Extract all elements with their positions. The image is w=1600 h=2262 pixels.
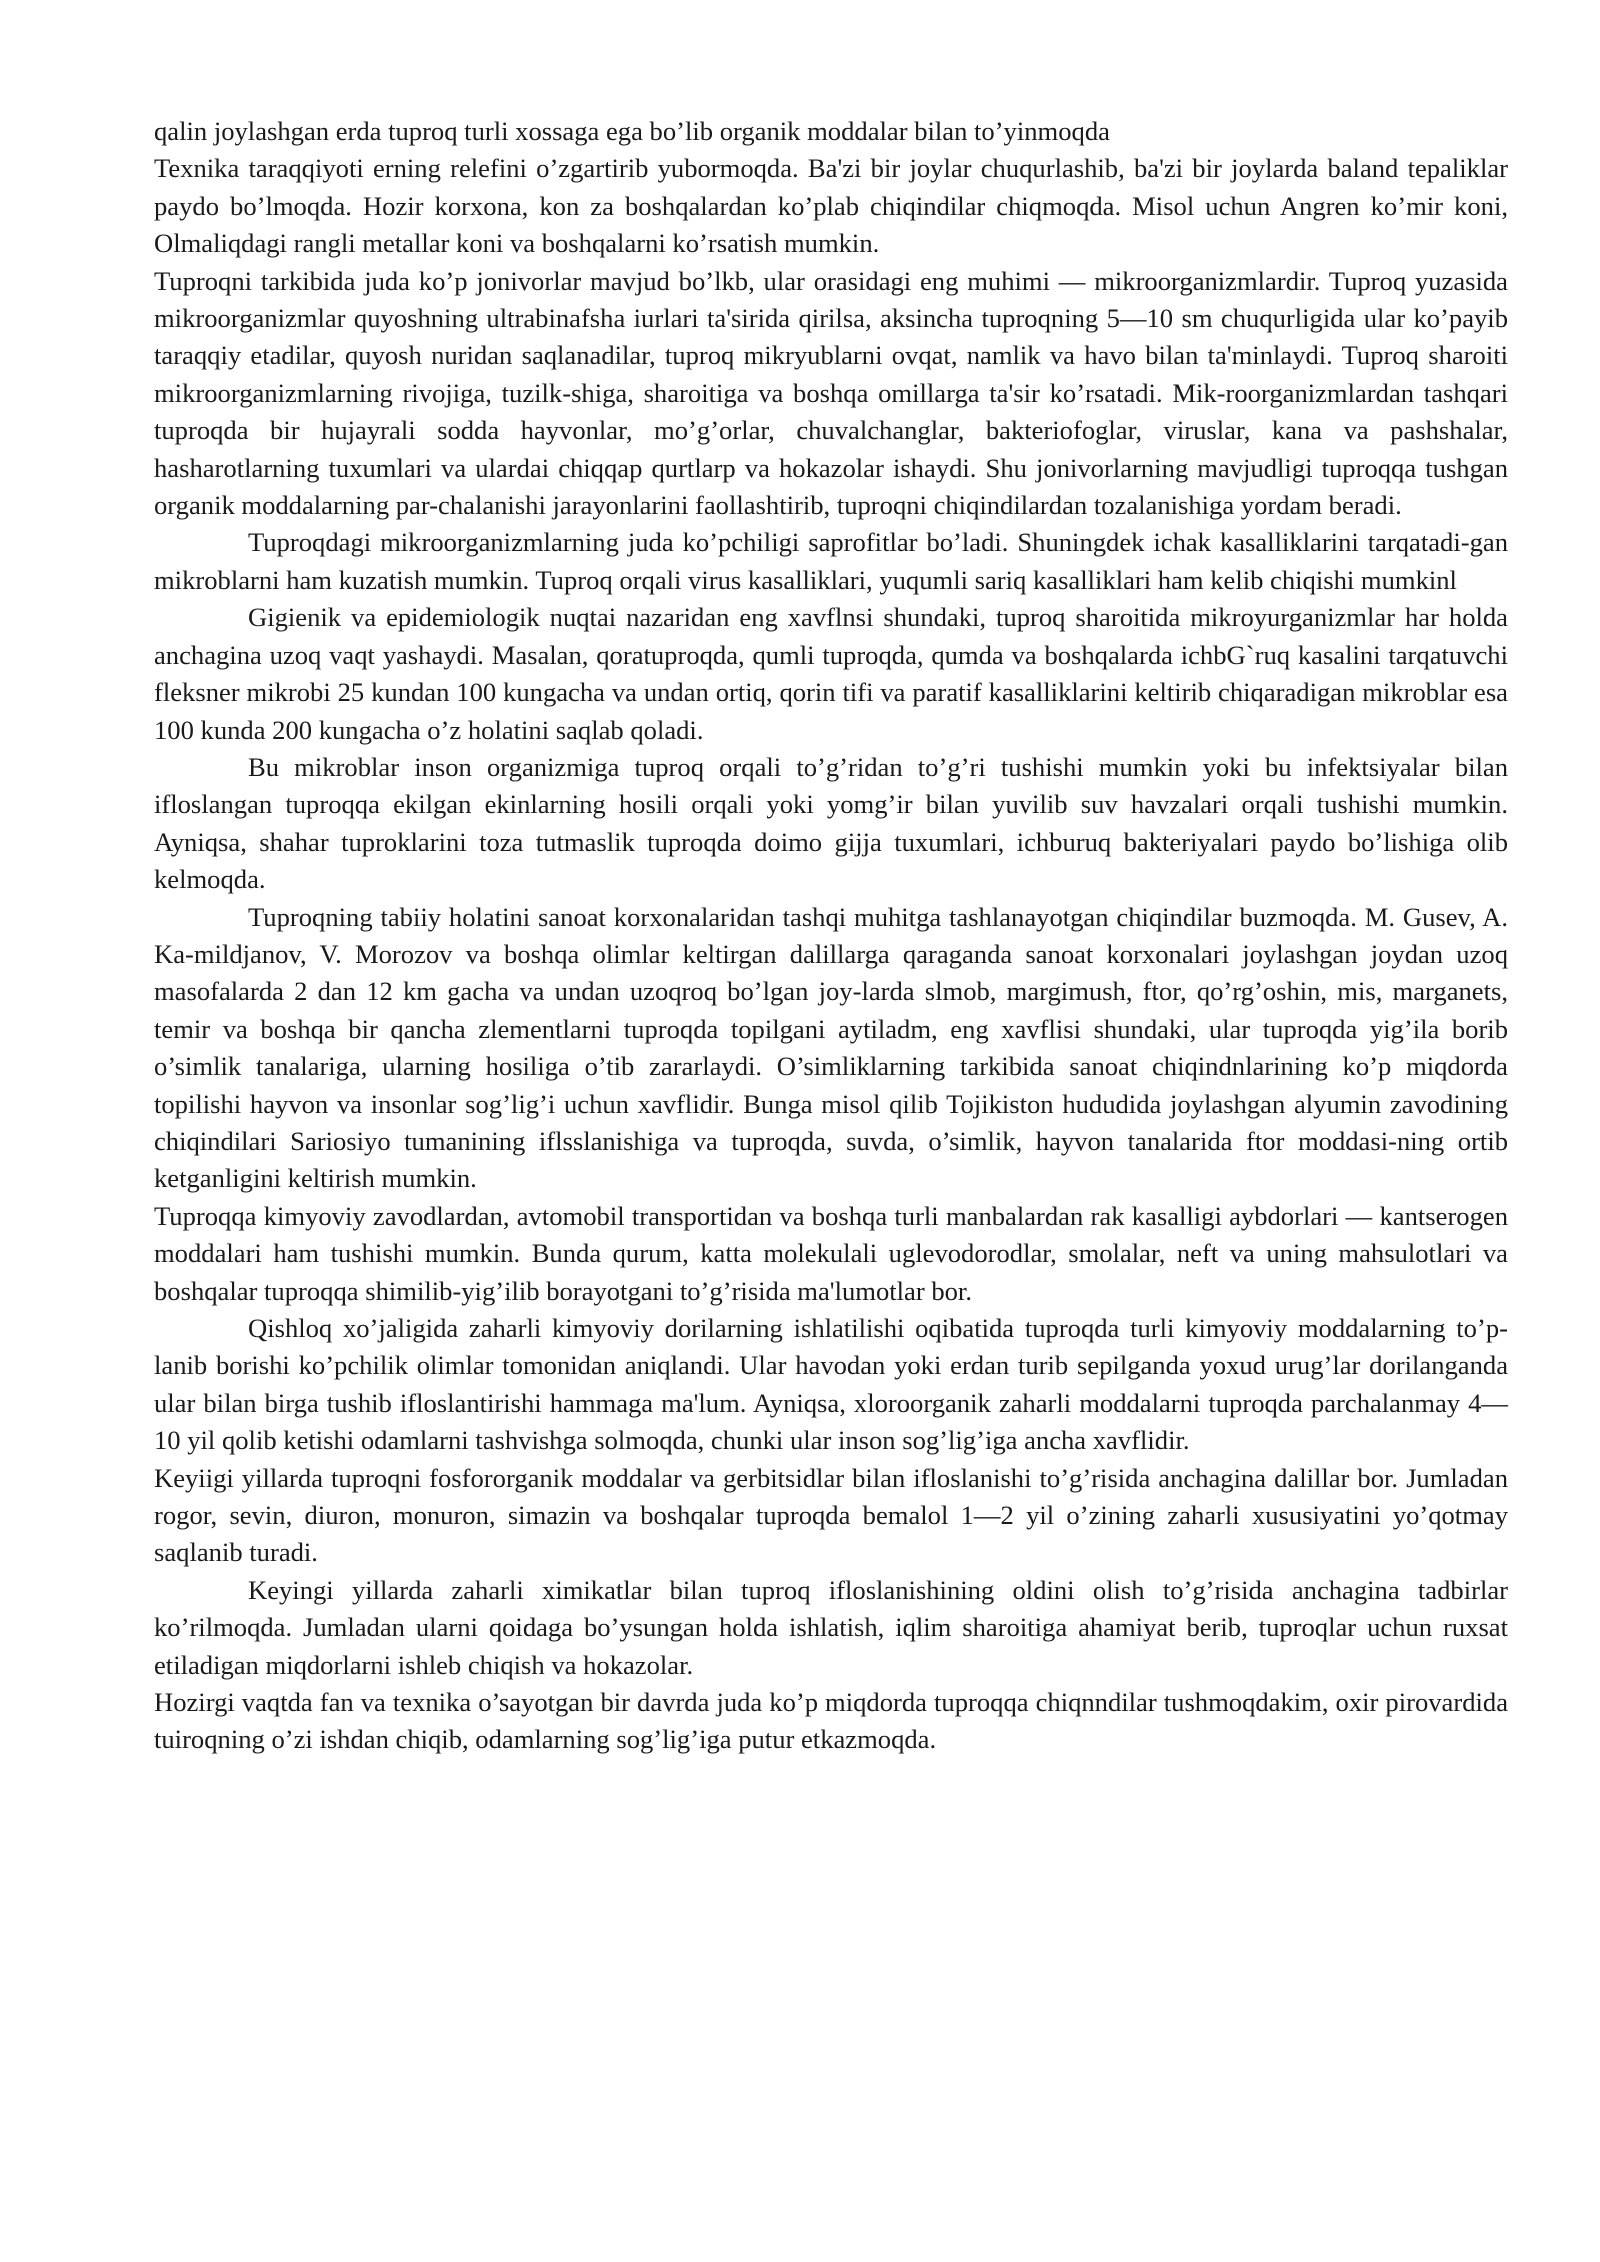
paragraph: Tuproqni tarkibida juda ko’p jonivorlar mavjud bo’lkb, ular orasidagi eng muhimi — mikroorganizmlardir. Tuproq yuzasida mikroorganizmlar quyoshning ultrabinafsha iurlari ta'sirida qirilsa, aksincha tuproqning 5—10 sm chuqurligida ular ko’payib taraqqiy etadilar, quyosh nuridan saqlanadilar, tuproq mikryublarni ovqat, namlik va havo bilan ta'minlaydi. Tuproq sharoiti mikroorganizmlarning rivojiga, tuzilk-shiga, sharoitiga va boshqa omillarga ta'sir ko’rsatadi. Mik-roorganizmlardan tashqari tuproqda bir hujayrali sodda hayvonlar, mo’g’orlar, chuvalchanglar, bakteriofoglar, viruslar, kana va pashshalar, hasharotlarning tuxumlari va ulardai chiqqap qurtlarp va hokazolar ishaydi. Shu jonivorlarning mavjudligi tuproqqa tushgan organik moddalarning par-chalanishi jarayonlarini faollashtirib, tuproqni chiqindilardan tozalanishiga yordam beradi. — [154, 265, 1508, 521]
paragraph: Keyiigi yillarda tuproqni fosfororganik moddalar va gerbitsidlar bilan ifloslanishi to’g’risida anchagina dalillar bor. Jumladan rogor, sevin, diuron, monuron, simazin va boshqalar tuproqda bemalol 1—2 yil o’zining zaharli xususiyatini yo’qotmay saqlanib turadi. — [154, 1462, 1508, 1568]
paragraph: Hozirgi vaqtda fan va texnika o’sayotgan bir davrda juda ko’p miqdorda tuproqqa chiqnndilar tushmoqdakim, oxir pirovardida tuiroqning o’zi ishdan chiqib, odamlarning sog’lig’iga putur etkazmoqda. — [154, 1687, 1508, 1755]
paragraph: Texnika taraqqiyoti erning relefini o’zgartirib yubormoqda. Ba'zi bir joylar chuqurlashib, ba'zi bir joylarda baland tepaliklar paydo bo’lmoqda. Hozir korxona, kon za boshqalardan ko’plab chiqindilar chiqmoqda. Misol uchun Angren ko’mir koni, Olmaliqdagi rangli metallar koni va boshqalarni ko’rsatish mumkin. — [154, 153, 1508, 259]
paragraph: Keyingi yillarda zaharli ximikatlar bilan tuproq ifloslanishining oldini olish to’g’risida anchagina tadbirlar ko’rilmoqda. Jumladan ularni qoidaga bo’ysungan holda ishlatish, iqlim sharoitiga ahamiyat berib, tuproqlar uchun ruxsat etiladigan miqdorlarni ishleb chiqish va hokazolar. — [154, 1574, 1508, 1680]
document-page — [154, 113, 1508, 1759]
paragraph: qalin joylashgan erda tuproq turli xossaga ega bo’lib organik moddalar bilan to’yinmoqda — [154, 116, 1110, 146]
paragraph: Tuproqdagi mikroorganizmlarning juda ko’pchiligi saprofitlar bo’ladi. Shuningdek ichak kasalliklarini tarqatadi-gan mikroblarni ham kuzatish mumkin. Tuproq orqali virus kasalliklari, yuqumli sariq kasalliklari ham kelib chiqishi mumkinl — [154, 527, 1508, 595]
paragraph: Tuproqning tabiiy holatini sanoat korxonalaridan tashqi muhitga tashlanayotgan chiqindilar buzmoqda. M. Gusev, A. Ka-mildjanov, V. Morozov va boshqa olimlar keltirgan dalillarga qaraganda sanoat korxonalari joylashgan joydan uzoq masofalarda 2 dan 12 km gacha va undan uzoqroq bo’lgan joy-larda slmob, margimush, ftor, qo’rg’oshin, mis, marganets, temir va boshqa bir qancha zlementlarni tuproqda topilgani aytiladm, eng xavflisi shundaki, ular tuproqda yig’ila borib o’simlik tanalariga, ularning hosiliga o’tib zararlaydi. O’simliklarning tarkibida sanoat chiqindnlarining ko’p miqdorda topilishi hayvon va insonlar sog’lig’i uchun xavflidir. Bunga misol qilib Tojikiston hududida joylashgan alyumin zavodining chiqindilari Sariosiyo tumanining iflsslanishiga va tuproqda, suvda, o’simlik, hayvon tanalarida ftor moddasi-ning ortib ketganligini keltirish mumkin. — [154, 901, 1508, 1194]
paragraph: Qishloq xo’jaligida zaharli kimyoviy dorilarning ishlatilishi oqibatida tuproqda turli kimyoviy moddalarning to’p-lanib borishi ko’pchilik olimlar tomonidan aniqlandi. Ular havodan yoki erdan turib sepilganda yoxud urug’lar dorilanganda ular bilan birga tushib ifloslantirishi hammaga ma'lum. Ayniqsa, xloroorganik zaharli moddalarni tuproqda parchalanmay 4—10 yil qolib ketishi odamlarni tashvishga solmoqda, chunki ular inson sog’lig’iga ancha xavflidir. — [154, 1313, 1508, 1456]
paragraph: Tuproqqa kimyoviy zavodlardan, avtomobil transportidan va boshqa turli manbalardan rak kasalligi aybdorlari — kantserogen moddalari ham tushishi mumkin. Bunda qurum, katta molekulali uglevodorodlar, smolalar, neft va uning mahsulotlari va boshqalar tuproqqa shimilib-yig’ilib borayotgani to’g’risida ma'lumotlar bor. — [154, 1200, 1508, 1306]
paragraph: Bu mikroblar inson organizmiga tuproq orqali to’g’ridan to’g’ri tushishi mumkin yoki bu infektsiyalar bilan ifloslangan tuproqqa ekilgan ekinlarning hosili orqali yoki yomg’ir bilan yuvilib suv havzalari orqali tushishi mumkin. Ayniqsa, shahar tuproklarini toza tutmaslik tuproqda doimo gijja tuxumlari, ichburuq bakteriyalari paydo bo’lishiga olib kelmoqda. — [154, 751, 1508, 895]
paragraph: Gigienik va epidemiologik nuqtai nazaridan eng xavflnsi shundaki, tuproq sharoitida mikroyurganizmlar har holda anchagina uzoq vaqt yashaydi. Masalan, qoratuproqda, qumli tuproqda, qumda va boshqalarda ichbG`ruq kasalini tarqatuvchi fleksner mikrobi 25 kundan 100 kungacha va undan ortiq, qorin tifi va paratif kasalliklarini keltirib chiqaradigan mikroblar esa 100 kunda 200 kungacha o’z holatini saqlab qoladi. — [154, 602, 1508, 745]
